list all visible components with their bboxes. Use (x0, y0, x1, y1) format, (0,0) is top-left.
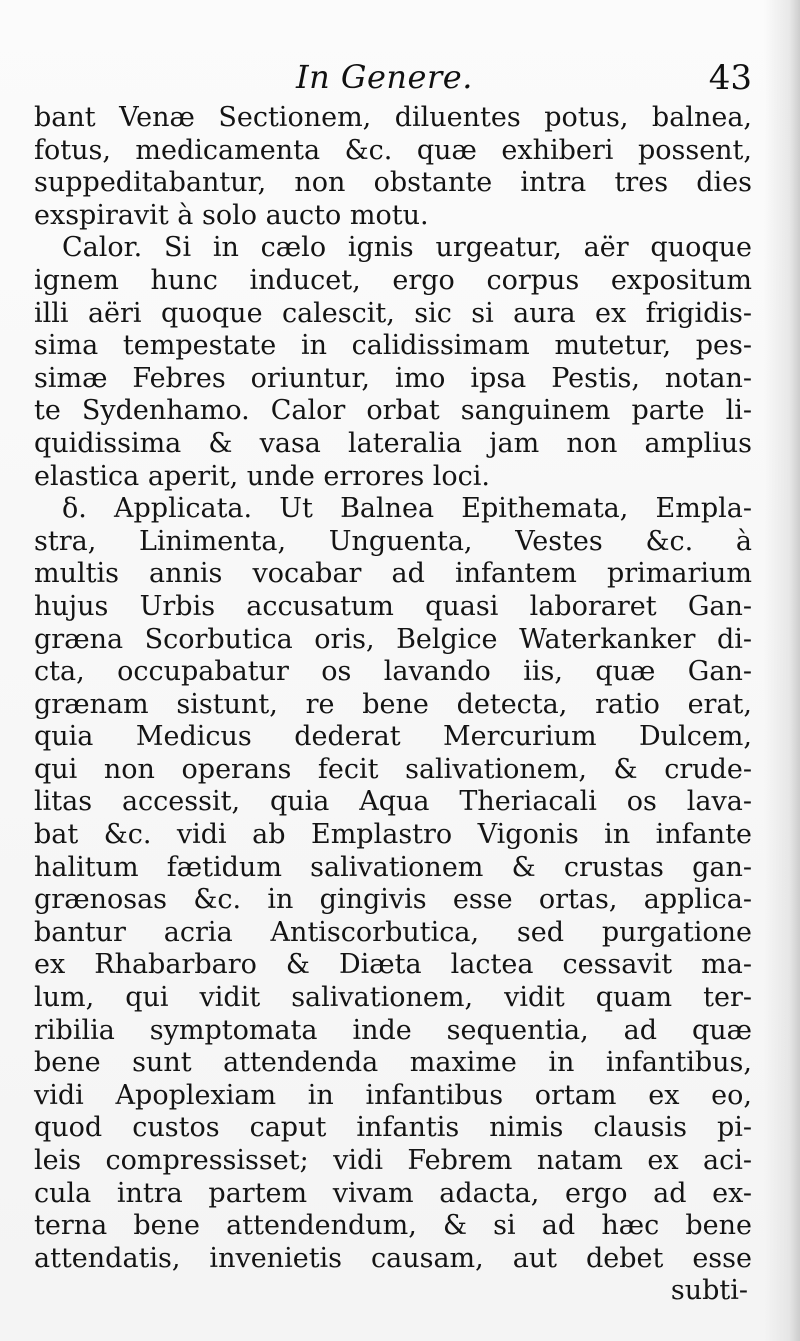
text-line: quia Medicus dederat Mercurium Dulcem, (34, 721, 752, 753)
text-line: Calor. Si in cælo ignis urgeatur, aër quoque (62, 232, 752, 264)
text-line: grænosas &c. in gingivis esse ortas, applica- (34, 884, 752, 916)
text-line: vidi Apoplexiam in infantibus ortam ex eo, (34, 1079, 752, 1111)
text-line: sima tempestate in calidissimam mutetur, pes- (34, 330, 752, 362)
text-line: qui non operans fecit salivationem, & crude- (34, 753, 752, 785)
text-line: leis compressisset; vidi Febrem natam ex aci- (34, 1145, 752, 1176)
text-line: te Sydenhamo. Calor orbat sanguinem parte li- (34, 395, 752, 427)
text-line: græna Scorbutica oris, Belgice Waterkanker di- (34, 623, 752, 655)
text-line: ignem hunc inducet, ergo corpus expositum (34, 264, 752, 296)
text-line: stra, Linimenta, Unguenta, Vestes &c. à (34, 525, 752, 557)
text-line: δ. Applicata. Ut Balnea Epithemata, Empla- (62, 493, 752, 525)
text-line: ex Rhabarbaro & Diæta lactea cessavit ma- (34, 949, 752, 981)
text-line: elastica aperit, unde errores loci. (34, 460, 490, 492)
text-line: ribilia symptomata inde sequentia, ad quæ (34, 1014, 752, 1046)
text-line: lum, qui vidit salivationem, vidit quam ter- (34, 982, 752, 1014)
text-line: cta, occupabatur os lavando iis, quæ Gan- (34, 656, 752, 688)
text-line: terna bene attendendum, & si ad hæc bene (34, 1210, 752, 1242)
text-line: halitum fætidum salivationem & crustas gan- (34, 851, 752, 883)
text-line: hujus Urbis accusatum quasi laboraret Gan- (34, 590, 752, 622)
text-line: simæ Febres oriuntur, imo ipsa Pestis, notan- (34, 362, 752, 394)
text-line: bantur acria Antiscorbutica, sed purgatione (34, 916, 752, 948)
text-line: bat &c. vidi ab Emplastro Vigonis in infante (34, 819, 752, 851)
text-line: fotus, medicamenta &c. quæ exhiberi possent, (34, 134, 752, 166)
text-line: cula intra partem vivam adacta, ergo ad ex- (34, 1177, 752, 1209)
text-line: bant Venæ Sectionem, diluentes potus, balnea, (34, 102, 752, 133)
text-line: attendatis, invenietis causam, aut debet esse (34, 1242, 752, 1274)
running-head: In Genere. (296, 58, 473, 96)
page-number: 43 (708, 58, 752, 98)
text-line: bene sunt attendenda maxime in infantibus, (34, 1047, 752, 1079)
body-text (34, 102, 752, 1308)
text-line: exspiravit à solo aucto motu. (34, 199, 429, 231)
text-line: litas accessit, quia Aqua Theriacali os lava- (34, 786, 752, 818)
page-edge-shadow (764, 0, 800, 1341)
text-line: suppeditabantur, non obstante intra tres dies (34, 167, 752, 199)
text-line: grænam sistunt, re bene detecta, ratio erat, (34, 688, 752, 720)
catchword: subti- (670, 1275, 748, 1307)
text-line: multis annis vocabar ad infantem primarium (34, 558, 752, 590)
text-line: quod custos caput infantis nimis clausis pi- (34, 1112, 752, 1144)
text-line: illi aëri quoque calescit, sic si aura ex frigidis- (34, 297, 752, 329)
text-line: quidissima & vasa lateralia jam non amplius (34, 427, 752, 459)
